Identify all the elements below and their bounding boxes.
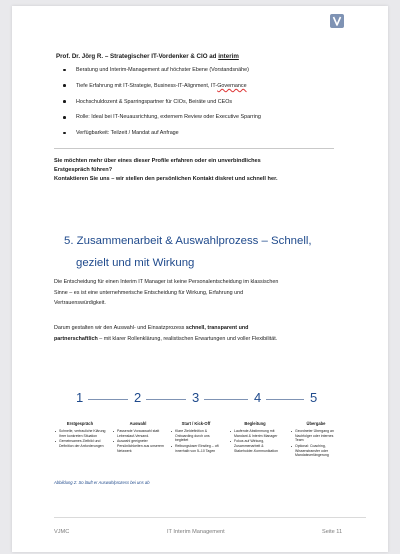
cta-line: Erstgespräch führen? [54, 167, 113, 174]
process-steps [54, 390, 344, 480]
cta-line: Sie möchten mehr über eines dieser Profile erfahren oder ein unverbindliches [54, 158, 261, 164]
list-item-text: Tiefe Erfahrung mit IT-Strategie, Business-IT-Alignment, IT- [76, 82, 218, 89]
section-number: 5. [64, 235, 74, 247]
section-title-line: gezielt und mit Wirkung [76, 257, 195, 269]
section-divider [54, 148, 334, 149]
paragraph-line: Vertrauenswürdigkeit. [54, 300, 106, 307]
profile-title-suffix: interim [218, 53, 239, 60]
step-number: 4 [254, 390, 262, 405]
paragraph [54, 277, 346, 309]
contact-cta [54, 157, 354, 185]
paragraph-bold: schnell, transparent und [185, 325, 249, 331]
document-page [12, 6, 388, 552]
step-connector [266, 399, 304, 400]
step-item: Schnelle, vertrauliche Klärung Ihrer konkreten Situation [54, 429, 106, 438]
section-title-line: Zusammenarbeit & Auswahlprozess – Schnell, [76, 235, 312, 247]
step-item-list [229, 429, 281, 454]
step-item-list [170, 429, 222, 454]
footer-page-number: Seite 11 [322, 529, 343, 535]
figure-caption: Abbildung 2: So läuft er Auswahlprozess bei uns ab [54, 480, 150, 485]
footer-center: IT Interim Management [167, 529, 225, 535]
footer-left: VJMC [54, 529, 70, 535]
paragraph-line: Sinne – es ist eine unternehmerische Entscheidung für Wirkung, Erfahrung und [54, 289, 244, 296]
step-title: Übergabe [306, 421, 326, 426]
step-item: Optional: Coaching, Wissenstransfer oder Mandatsverlängerung [290, 444, 342, 458]
step-item-list [54, 429, 106, 450]
step-title: Start / Kick-Off [181, 421, 211, 426]
step-connector [146, 399, 186, 400]
list-item: Beratung und Interim-Management auf höchster Ebene (Vorstandsnähe) [62, 67, 261, 83]
step-number: 2 [134, 390, 142, 405]
profile-title-prefix: Prof. Dr. Jörg R. – Strategischer IT-Vordenker & CIO ad [56, 53, 219, 60]
step-item: Reibungsloser Einstieg – oft innerhalb von 5–10 Tagen [170, 444, 222, 453]
step-item: Gemeinsames Zielbild und Definition der Anforderungen [54, 439, 106, 448]
profile-bullet-list [62, 67, 261, 146]
list-item: Verfügbarkeit: Teilzeit / Mandat auf Anfrage [62, 130, 261, 146]
spellcheck-marked-word: Governance [217, 82, 247, 89]
footer-divider [54, 517, 366, 518]
step-item: Geordneter Übergang an Nachfolger oder internes Team [290, 429, 342, 443]
step-number: 1 [76, 390, 84, 405]
list-item: Rolle: Ideal bei IT-Neuausrichtung, externem Review oder Executive Sparring [62, 114, 261, 130]
vjmc-logo-icon [330, 14, 344, 28]
step-connector [88, 399, 128, 400]
paragraph [54, 323, 346, 344]
paragraph-text: Darum gestalten wir den Auswahl- und Einsatzprozess [54, 325, 186, 331]
step-item-list [290, 429, 342, 459]
step-connector [204, 399, 248, 400]
step-item: Passende Vorauswahl statt Lebenslauf-Versand. [112, 429, 164, 438]
paragraph-line: Die Entscheidung für einen Interim IT Manager ist keine Personalentscheidung im klassischen [54, 279, 279, 285]
paragraph-bold: partnerschaftlich [54, 335, 98, 342]
step-title: Begleitung [244, 421, 266, 426]
step-item: Fokus auf Wirkung, Zusammenarbeit & Stakeholder-Kommunikation [229, 439, 281, 453]
cta-line: Kontaktieren Sie uns – wir stellen den persönlichen Kontakt diskret und schnell her. [54, 176, 278, 183]
step-number: 5 [310, 390, 318, 405]
step-item: Laufende Abstimmung mit Mandant & Interim Manager [229, 429, 281, 438]
step-item: Klare Zieldefinition & Onboarding durch uns begleitet [170, 429, 222, 443]
step-number: 3 [192, 390, 200, 405]
section-heading [64, 230, 344, 274]
step-item: Auswahl geeigneter Persönlichkeiten aus unserem Netzwerk [112, 439, 164, 453]
step-item-list [112, 429, 164, 454]
step-title: Auswahl [129, 421, 147, 426]
paragraph-text: – mit klarer Rollenklärung, realistischen Erwartungen und voller Flexibilität. [97, 335, 278, 342]
step-title: Erstgespräch [66, 421, 94, 426]
list-item: Hochschuldozent & Sparringspartner für CIOs, Beiräte und CEOs [62, 99, 261, 115]
list-item [62, 83, 261, 99]
profile-title [56, 53, 239, 60]
